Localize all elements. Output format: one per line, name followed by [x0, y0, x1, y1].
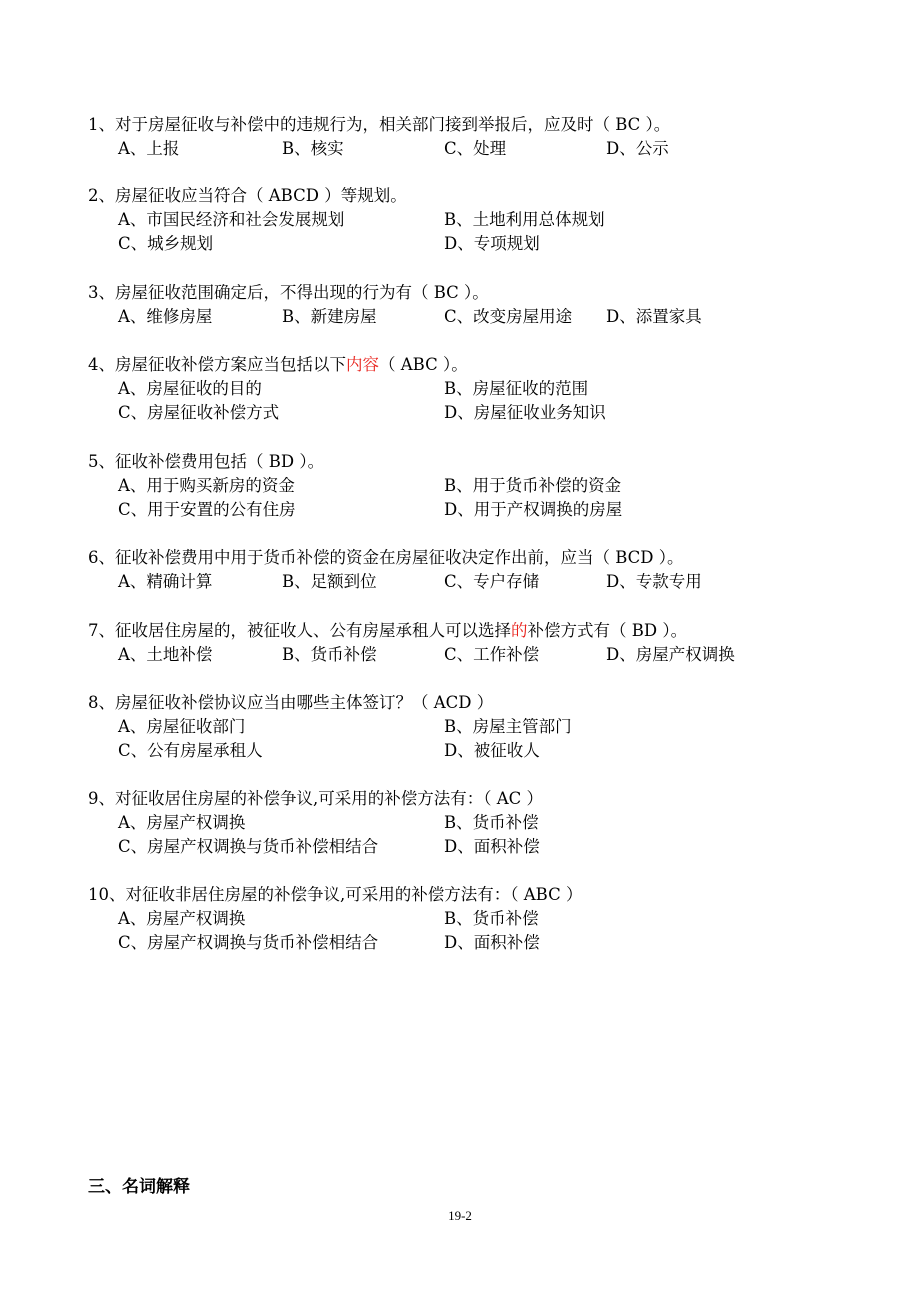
- options-row: [88, 835, 888, 859]
- option-d: D、面积补偿: [444, 933, 540, 952]
- options-row: [88, 232, 888, 256]
- question-stem: 1、对于房屋征收与补偿中的违规行为，相关部门接到举报后，应及时（ BC ）。: [88, 115, 671, 134]
- options-row: [88, 643, 888, 667]
- options-row: [88, 401, 888, 425]
- options-row: [88, 811, 888, 835]
- option-b: B、足额到位: [282, 572, 377, 591]
- highlighted-text: 的: [511, 621, 528, 640]
- question-10: [88, 883, 888, 955]
- option-b: B、房屋主管部门: [444, 717, 572, 736]
- option-a: A、维修房屋: [118, 307, 213, 326]
- option-d: D、用于产权调换的房屋: [444, 500, 623, 519]
- option-b: B、货币补偿: [444, 909, 539, 928]
- option-b: B、用于货币补偿的资金: [444, 476, 622, 495]
- option-c: C、房屋产权调换与货币补偿相结合: [118, 837, 379, 856]
- options-row: [88, 305, 888, 329]
- options-row: [88, 570, 888, 594]
- option-a: A、市国民经济和社会发展规划: [118, 210, 345, 229]
- option-d: D、面积补偿: [444, 837, 540, 856]
- options-row: [88, 474, 888, 498]
- option-c: C、房屋产权调换与货币补偿相结合: [118, 933, 379, 952]
- question-stem: 6、征收补偿费用中用于货币补偿的资金在房屋征收决定作出前，应当（ BCD ）。: [88, 548, 684, 567]
- options-row: [88, 739, 888, 763]
- option-c: C、工作补偿: [444, 645, 540, 664]
- option-c: C、用于安置的公有住房: [118, 500, 296, 519]
- option-d: D、专项规划: [444, 234, 540, 253]
- option-d: D、房屋产权调换: [606, 645, 735, 664]
- question-8: [88, 691, 888, 763]
- question-stem: 10、对征收非居住房屋的补偿争议,可采用的补偿方法有：（ ABC ）: [88, 885, 583, 904]
- option-a: A、精确计算: [118, 572, 213, 591]
- option-a: A、房屋征收的目的: [118, 379, 262, 398]
- option-c: C、公有房屋承租人: [118, 741, 263, 760]
- option-a: A、用于购买新房的资金: [118, 476, 295, 495]
- option-d: D、专款专用: [606, 572, 702, 591]
- options-row: [88, 137, 888, 161]
- option-c: C、改变房屋用途: [444, 307, 573, 326]
- question-6: [88, 546, 888, 594]
- question-1: [88, 113, 888, 161]
- option-a: A、房屋产权调换: [118, 909, 246, 928]
- question-7: [88, 619, 888, 667]
- question-9: [88, 787, 888, 859]
- question-stem: 2、房屋征收应当符合（ ABCD ）等规划。: [88, 186, 407, 205]
- option-a: A、房屋征收部门: [118, 717, 246, 736]
- option-b: B、新建房屋: [282, 307, 377, 326]
- option-b: B、房屋征收的范围: [444, 379, 589, 398]
- highlighted-text: 内容: [346, 355, 379, 374]
- question-stem: 5、征收补偿费用包括（ BD ）。: [88, 452, 325, 471]
- page-number: 19-2: [448, 1208, 472, 1223]
- option-b: B、土地利用总体规划: [444, 210, 605, 229]
- question-stem: 9、对征收居住房屋的补偿争议,可采用的补偿方法有：（ AC ）: [88, 789, 544, 808]
- option-d: D、添置家具: [606, 307, 702, 326]
- option-a: A、上报: [118, 139, 180, 158]
- section-heading: 三、名词解释: [88, 1177, 190, 1197]
- option-b: B、核实: [282, 139, 344, 158]
- option-a: A、房屋产权调换: [118, 813, 246, 832]
- option-c: C、城乡规划: [118, 234, 214, 253]
- question-stem: 4、房屋征收补偿方案应当包括以下内容（ ABC ）。: [88, 355, 468, 374]
- options-row: [88, 208, 888, 232]
- options-row: [88, 907, 888, 931]
- options-row: [88, 498, 888, 522]
- option-d: D、公示: [606, 139, 669, 158]
- question-2: [88, 184, 888, 256]
- options-row: [88, 377, 888, 401]
- question-stem: 7、征收居住房屋的，被征收人、公有房屋承租人可以选择的补偿方式有（ BD ）。: [88, 621, 688, 640]
- option-c: C、房屋征收补偿方式: [118, 403, 280, 422]
- option-d: D、房屋征收业务知识: [444, 403, 606, 422]
- options-row: [88, 715, 888, 739]
- question-5: [88, 450, 888, 522]
- option-c: C、处理: [444, 139, 507, 158]
- question-stem: 3、房屋征收范围确定后，不得出现的行为有（ BC ）。: [88, 283, 489, 302]
- question-4: [88, 353, 888, 425]
- options-row: [88, 931, 888, 955]
- option-b: B、货币补偿: [444, 813, 539, 832]
- question-3: [88, 281, 888, 329]
- option-a: A、土地补偿: [118, 645, 213, 664]
- option-d: D、被征收人: [444, 741, 540, 760]
- question-stem: 8、房屋征收补偿协议应当由哪些主体签订？（ ACD ）: [88, 693, 494, 712]
- option-b: B、货币补偿: [282, 645, 377, 664]
- option-c: C、专户存储: [444, 572, 540, 591]
